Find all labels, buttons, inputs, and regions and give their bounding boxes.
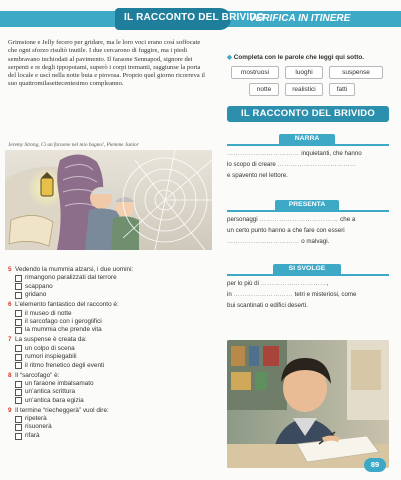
checkbox[interactable] [15,424,22,431]
option-label: rifarà [25,431,40,439]
answer-gap[interactable]: ……………………………… [259,216,339,223]
answer-option[interactable] [15,274,208,282]
narra-section [227,148,389,181]
checkbox[interactable] [15,310,22,317]
answer-option[interactable] [15,380,208,388]
option-label: rimangono paralizzati dal terrore [25,274,117,282]
line-text: un certo punto hanno a che fare con esseri [227,227,345,234]
line-text: o malvagi. [301,238,330,245]
answer-gap[interactable]: ……………………………… [277,161,357,168]
answer-option[interactable] [15,326,208,334]
quiz-questions [8,266,208,442]
option-label: un’antica bara egizia [25,396,84,404]
question-number: 6 [8,301,12,309]
option-label: rumori inspiegabili [25,353,77,361]
line-text: lo scopo di creare [227,161,276,168]
question-text: Vedendo la mummia alzarsi, i due uomini: [15,266,134,273]
checkbox[interactable] [15,354,22,361]
svolge-line-2 [227,289,389,300]
answer-option[interactable] [15,423,208,431]
checkbox[interactable] [15,327,22,334]
line-text: per lo più di [227,280,259,287]
checkbox[interactable] [15,275,22,282]
presenta-line-1 [227,214,389,225]
answer-option[interactable] [15,353,208,361]
answer-gap[interactable]: …………………………… [227,150,300,157]
option-label: risuonerà [25,423,52,431]
answer-option[interactable] [15,318,208,326]
checkbox[interactable] [15,292,22,299]
svolge-divider [227,274,389,276]
option-label: il ritmo frenetico degli eventi [25,361,105,369]
answer-option[interactable] [15,291,208,299]
answer-gap[interactable]: …………………………… [227,238,300,245]
question-9 [8,407,208,441]
answer-option[interactable] [15,432,208,440]
presenta-line-2 [227,225,389,236]
line-text: che a [340,216,356,223]
option-label: gridano [25,291,47,299]
word-chip[interactable]: notte [249,83,279,96]
checkbox[interactable] [15,397,22,404]
answer-gap[interactable]: ………………………… [260,280,327,287]
question-8 [8,372,208,406]
svolge-line-1 [227,278,389,289]
answer-option[interactable] [15,345,208,353]
question-text: Il termine “riecheggerà” vuol dire: [15,406,109,414]
line-text: tetri e misteriosi, come [294,291,357,298]
answer-option[interactable] [15,283,208,291]
narra-line-2 [227,159,389,170]
question-number: 8 [8,371,12,379]
checkbox[interactable] [15,345,22,352]
checkbox[interactable] [15,389,22,396]
option-label: un colpo di scena [25,344,75,352]
option-label: ripeterà [25,415,47,423]
checkbox[interactable] [15,362,22,369]
checkbox[interactable] [15,416,22,423]
svolge-line-3 [227,300,389,311]
option-label: scappano [25,282,53,290]
question-text: L’elemento fantastico del racconto è: [15,301,119,309]
option-label: il museo di notte [25,309,72,317]
narra-divider [227,144,389,146]
answer-option[interactable] [15,388,208,396]
presenta-section [227,214,389,247]
answer-gap[interactable]: ……………………… [233,291,293,298]
svolge-tab: SI SVOLGE [273,264,341,274]
exercise-instruction [227,53,364,61]
option-label: la mummia che prende vita [25,326,102,334]
header-title: IL RACCONTO DEL BRIVIDO [124,12,265,23]
narra-line-1 [227,148,389,159]
exercise-title: IL RACCONTO DEL BRIVIDO [227,106,389,122]
presenta-line-3 [227,236,389,247]
question-7 [8,336,208,370]
story-paragraph: Grimstone e Jelly fecero per gridare, ma le loro voci erano così soffocate che ogni sforzo risultò inutile. I due cercarono di fuggire, ma i piedi sembravano inchiodati al pavimento. Il faraone Sennapod, signore dei serpenti e re degli ippopotami, superò i corpi tremanti, raggiunse la porta del locale e uscì nella notte buia e piovosa. Proprio quel giorno ricorreva il suo quattromilasettecentesimo compleanno. [8,39,206,88]
option-label: un’antica scrittura [25,388,76,396]
checkbox[interactable] [15,319,22,326]
line-text: e spavento nel lettore. [227,172,288,179]
option-label: il sarcofago con i geroglifici [25,317,102,325]
word-chip[interactable]: mostruosi [231,66,279,79]
checkbox[interactable] [15,381,22,388]
word-chip[interactable]: realistici [285,83,323,96]
question-6 [8,301,208,335]
word-chip[interactable]: luoghi [285,66,323,79]
instruction-text: Completa con le parole che leggi qui sotto. [233,54,365,61]
checkbox[interactable] [15,283,22,290]
answer-option[interactable] [15,415,208,423]
story-text [8,39,208,89]
question-number: 5 [8,266,12,273]
bullet-icon: ◆ [227,54,232,61]
story-credit: Jeremy Strong, Ci un faraone nel mio bagno!, Piemme Junior [8,142,139,148]
header-section-label: VERIFICA IN ITINERE [249,13,351,24]
question-5 [8,266,208,300]
narra-line-3 [227,170,389,181]
line-text: , [326,280,329,287]
word-chip[interactable]: fatti [329,83,355,96]
svolge-section [227,278,389,311]
story-illustration [5,150,212,250]
page-number: 89 [364,458,386,472]
answer-option[interactable] [15,310,208,318]
page-header [0,8,401,30]
question-text: La suspense è creata da: [15,336,87,344]
narra-tab: NARRA [279,134,335,144]
word-chip[interactable]: suspense [329,66,383,79]
question-text: Il “sarcofago” è: [15,371,60,379]
checkbox[interactable] [15,433,22,440]
option-label: un faraone imbalsamato [25,379,94,387]
question-number: 7 [8,336,12,344]
line-text: personaggi [227,216,258,223]
line-text: inquietanti, che hanno [301,150,362,157]
answer-option[interactable] [15,362,208,370]
presenta-tab: PRESENTA [275,200,339,210]
student-photo [227,340,389,468]
answer-option[interactable] [15,397,208,405]
line-text: in [227,291,232,298]
question-number: 9 [8,406,12,414]
line-text: bui scantinati o edifici deserti. [227,302,308,309]
presenta-divider [227,210,389,212]
